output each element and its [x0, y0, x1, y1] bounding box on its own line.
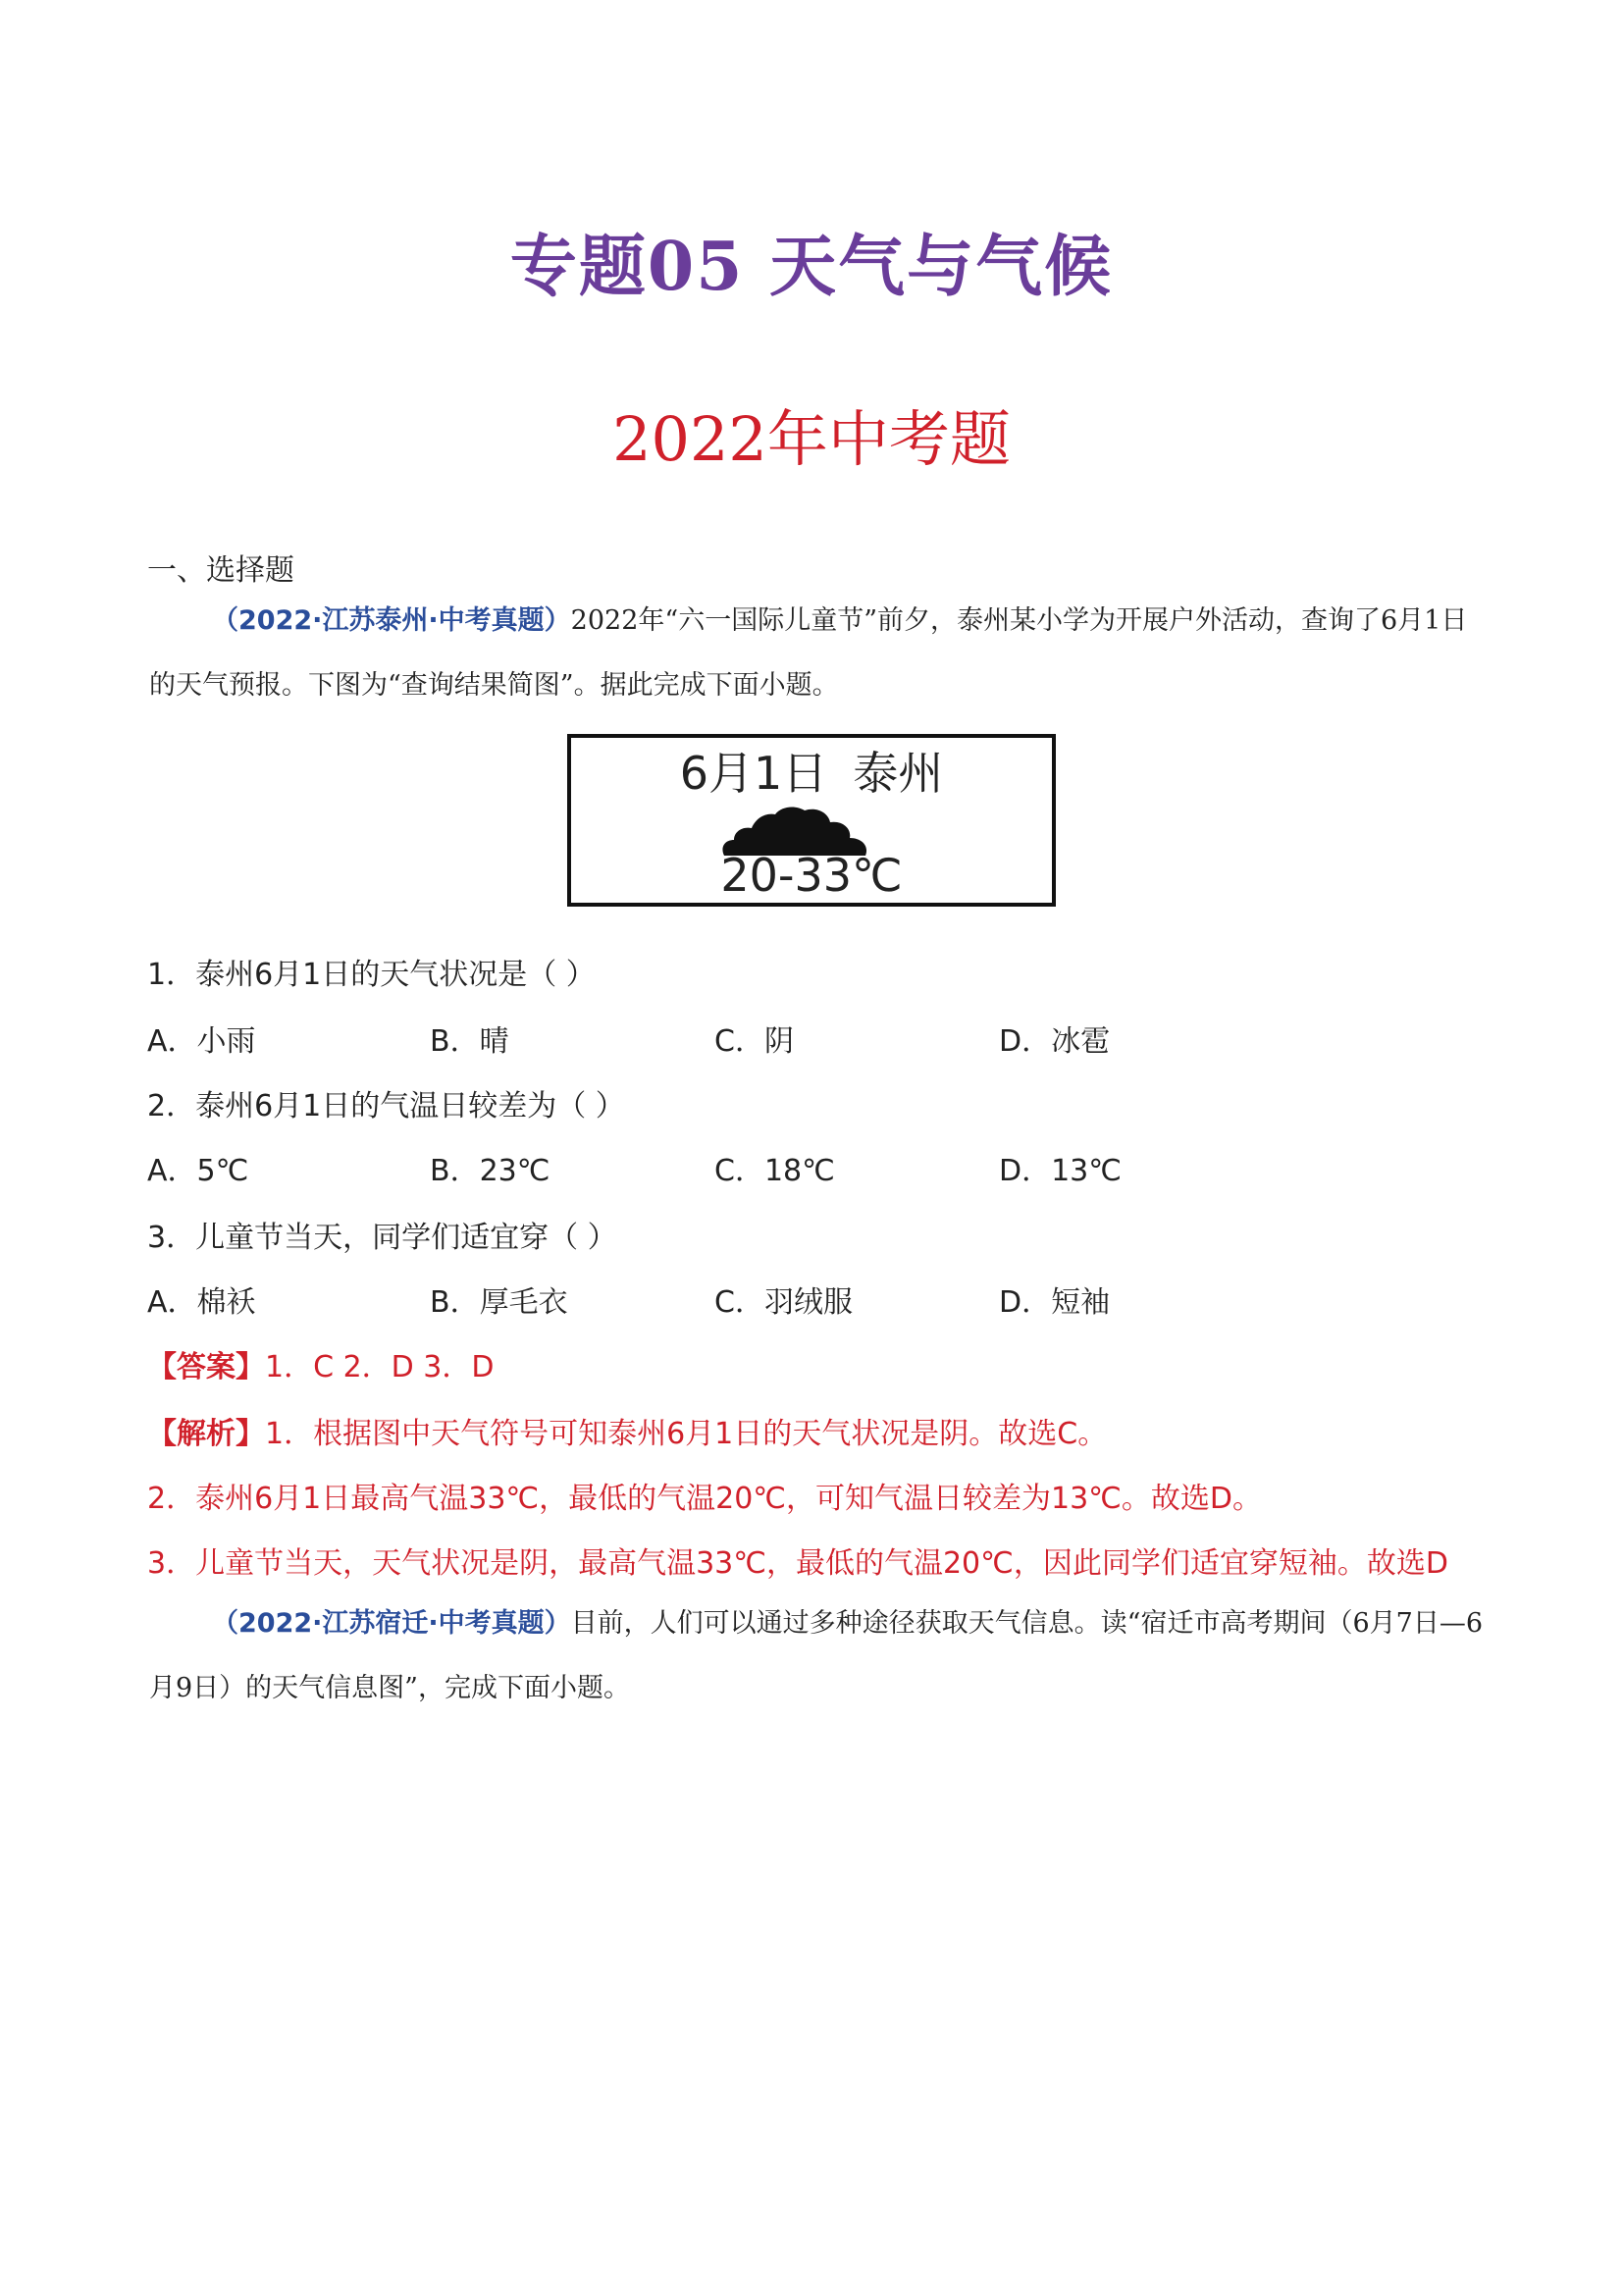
q2-option-b[interactable]: B．23℃: [430, 1154, 550, 1188]
page-subtitle: 2022年中考题: [612, 403, 1011, 475]
problem1-source: （2022·江苏泰州·中考真题）: [212, 605, 571, 636]
analysis-text-1: 1．根据图中天气符号可知泰州6月1日的天气状况是阴。故选C。: [265, 1417, 1108, 1451]
weather-figure-header: [571, 746, 1052, 801]
question-3: 3．儿童节当天，同学们适宜穿（ ）: [147, 1221, 617, 1255]
weather-city: 泰州: [853, 747, 944, 800]
answer-tag: 【答案】: [147, 1350, 265, 1384]
q3-option-d[interactable]: D．短袖: [999, 1285, 1111, 1320]
page-title: 专题05 天气与气候: [509, 228, 1114, 306]
analysis-line-2: 2．泰州6月1日最高气温33℃，最低的气温20℃，可知气温日较差为13℃。故选D。: [147, 1482, 1262, 1516]
section-heading: 一、选择题: [147, 553, 294, 588]
analysis-line-3: 3．儿童节当天，天气状况是阴，最高气温33℃，最低的气温20℃，因此同学们适宜穿短袖。故选D: [147, 1546, 1448, 1581]
analysis-tag: 【解析】: [147, 1417, 265, 1451]
problem2-source: （2022·江苏宿迁·中考真题）: [212, 1608, 571, 1639]
q3-option-c[interactable]: C．羽绒服: [714, 1285, 853, 1320]
q2-option-c[interactable]: C．18℃: [714, 1154, 835, 1188]
q1-option-c[interactable]: C．阴: [714, 1024, 794, 1059]
weather-date: 6月1日: [679, 747, 828, 800]
weather-forecast-figure: [567, 734, 1056, 907]
q3-option-a[interactable]: A．棉袄: [147, 1285, 256, 1320]
question-2: 2．泰州6月1日的气温日较差为（ ）: [147, 1089, 625, 1123]
weather-temperature: 20-33℃: [720, 849, 903, 902]
q1-option-b[interactable]: B．晴: [430, 1024, 509, 1059]
problem1-stem: [149, 589, 1484, 718]
answer-line: [147, 1342, 494, 1385]
q3-option-b[interactable]: B．厚毛衣: [430, 1285, 568, 1320]
problem2-stem: [149, 1592, 1484, 1721]
q1-option-d[interactable]: D．冰雹: [999, 1024, 1111, 1059]
problem1-stem-text: 2022年“六一国际儿童节”前夕，泰州某小学为开展户外活动，查询了6月1日的天气预报。下图为“查询结果简图”。据此完成下面小题。: [149, 605, 1468, 701]
analysis-line-1: [147, 1409, 1107, 1452]
q2-option-a[interactable]: A．5℃: [147, 1154, 249, 1188]
q2-option-d[interactable]: D．13℃: [999, 1154, 1122, 1188]
answer-text: 1．C 2．D 3．D: [265, 1350, 495, 1384]
question-1: 1．泰州6月1日的天气状况是（ ）: [147, 958, 596, 992]
problem2-stem-text: 目前，人们可以通过多种途径获取天气信息。读“宿迁市高考期间（6月7日—6月9日）的天气信息图”，完成下面小题。: [149, 1608, 1484, 1703]
q1-option-a[interactable]: A．小雨: [147, 1024, 256, 1059]
